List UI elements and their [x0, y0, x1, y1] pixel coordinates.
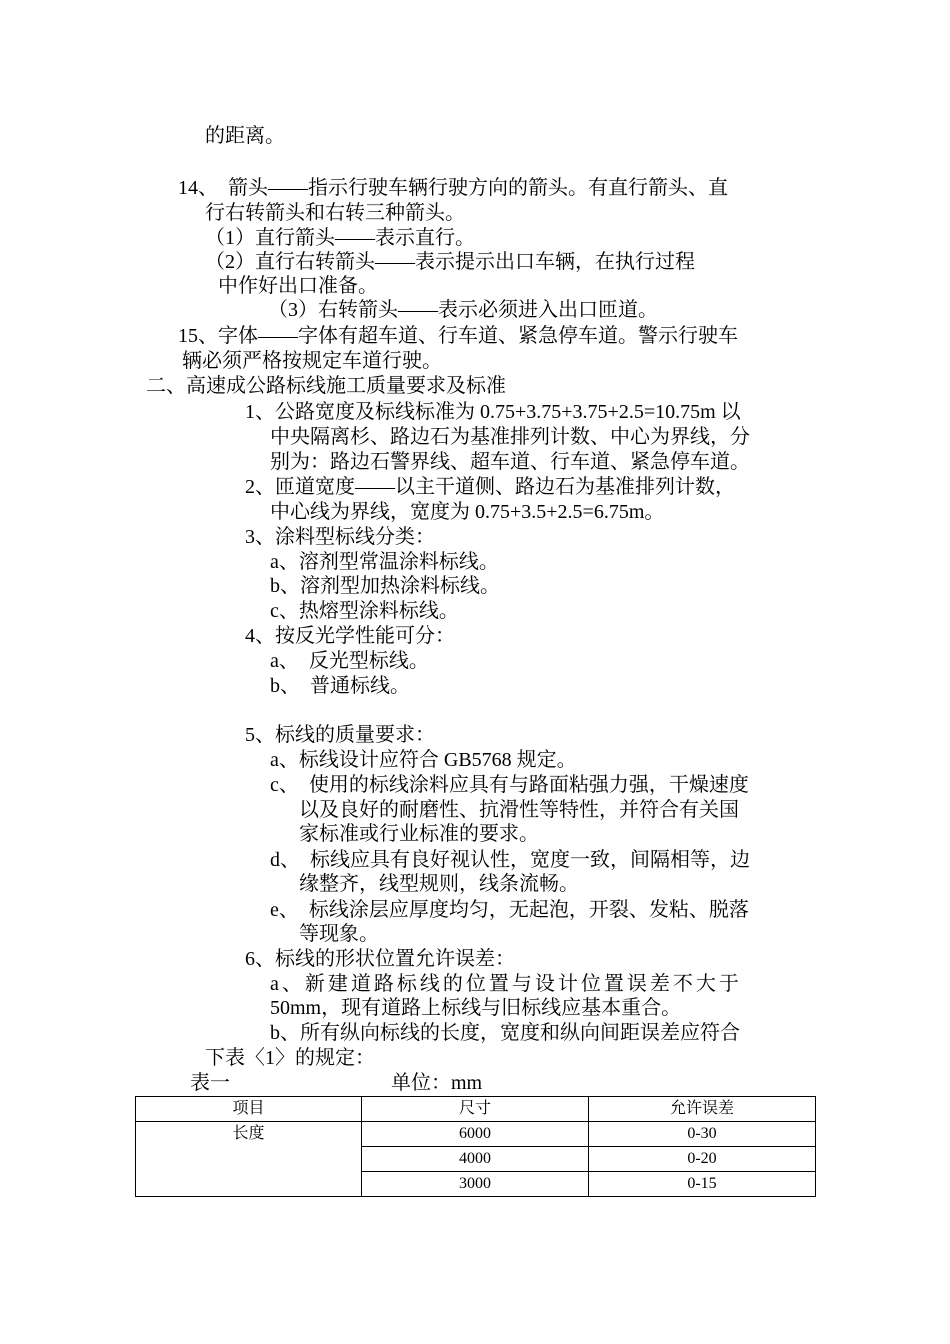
- tolerance-cell: 0-15: [589, 1172, 816, 1197]
- text-line: a、新建道路标线的位置与设计位置误差不大于: [270, 973, 742, 995]
- text-line: （2）直行右转箭头——表示提示出口车辆，在执行过程: [205, 251, 695, 273]
- item-15-heading: 15、字体——字体有超车道、行车道、紧急停车道。警示行驶车: [178, 325, 738, 347]
- table-header-row: [136, 1097, 816, 1122]
- text-line: 5、标线的质量要求：: [245, 724, 435, 746]
- text-line: a、溶剂型常温涂料标线。: [270, 551, 499, 573]
- tolerance-table: [135, 1096, 816, 1197]
- tolerance-cell: 0-30: [589, 1122, 816, 1147]
- text-line: 辆必须严格按规定车道行驶。: [182, 350, 442, 372]
- text-line: 3、涂料型标线分类：: [245, 526, 435, 548]
- text-line: 别为：路边石警界线、超车道、行车道、紧急停车道。: [270, 451, 750, 473]
- text-line: b、 普通标线。: [270, 675, 410, 697]
- text-line: 中心线为界线，宽度为 0.75+3.5+2.5=6.75m。: [270, 501, 665, 523]
- text-line: 6、标线的形状位置允许误差：: [245, 948, 515, 970]
- text-line: 4、按反光学性能可分：: [245, 625, 455, 647]
- text-line: e、 标线涂层应厚度均匀，无起泡，开裂、发粘、脱落: [270, 899, 749, 921]
- text-line: 2、匝道宽度——以主干道侧、路边石为基准排列计数，: [245, 476, 735, 498]
- text-line: 等现象。: [299, 923, 379, 945]
- text-line: c、 使用的标线涂料应具有与路面粘强力强，干燥速度: [270, 774, 749, 796]
- text-line: 50mm，现有道路上标线与旧标线应基本重合。: [270, 997, 682, 1019]
- text-line: a、标线设计应符合 GB5768 规定。: [270, 749, 577, 771]
- text-line: （1）直行箭头——表示直行。: [205, 227, 475, 249]
- text-line: 以及良好的耐磨性、抗滑性等特性，并符合有关国: [299, 799, 739, 821]
- text-line: 家标准或行业标准的要求。: [299, 823, 539, 845]
- text-line: a、 反光型标线。: [270, 650, 429, 672]
- header-tolerance: 允许误差: [589, 1097, 816, 1122]
- section-heading: 二、高速成公路标线施工质量要求及标准: [146, 375, 506, 397]
- text-line: 的距离。: [205, 125, 285, 147]
- header-item: 项目: [136, 1097, 362, 1122]
- text-line: 中作好出口准备。: [218, 275, 378, 297]
- text-line: 行右转箭头和右转三种箭头。: [205, 202, 465, 224]
- text-line: b、所有纵向标线的长度，宽度和纵向间距误差应符合: [270, 1022, 740, 1044]
- text-line: d、 标线应具有良好视认性，宽度一致，间隔相等，边: [270, 849, 750, 871]
- size-cell: 4000: [362, 1147, 589, 1172]
- size-cell: 6000: [362, 1122, 589, 1147]
- text-line: 1、公路宽度及标线标准为 0.75+3.75+3.75+2.5=10.75m 以: [245, 401, 741, 423]
- item-14-heading: 14、 箭头——指示行驶车辆行驶方向的箭头。有直行箭头、直: [178, 177, 728, 199]
- text-line: 缘整齐，线型规则，线条流畅。: [299, 873, 579, 895]
- text-line: （3）右转箭头——表示必须进入出口匝道。: [268, 299, 658, 321]
- table-row: [136, 1122, 816, 1147]
- table-unit: 单位：mm: [391, 1072, 483, 1094]
- group-label-length: 长度: [136, 1122, 362, 1197]
- text-line: b、溶剂型加热涂料标线。: [270, 575, 500, 597]
- header-size: 尺寸: [362, 1097, 589, 1122]
- text-line: c、热熔型涂料标线。: [270, 600, 459, 622]
- text-line: 中央隔离杉、路边石为基准排列计数、中心为界线，分: [270, 426, 750, 448]
- table-caption: 表一: [190, 1072, 230, 1094]
- tolerance-cell: 0-20: [589, 1147, 816, 1172]
- size-cell: 3000: [362, 1172, 589, 1197]
- text-line: 下表〈1〉的规定：: [205, 1047, 375, 1069]
